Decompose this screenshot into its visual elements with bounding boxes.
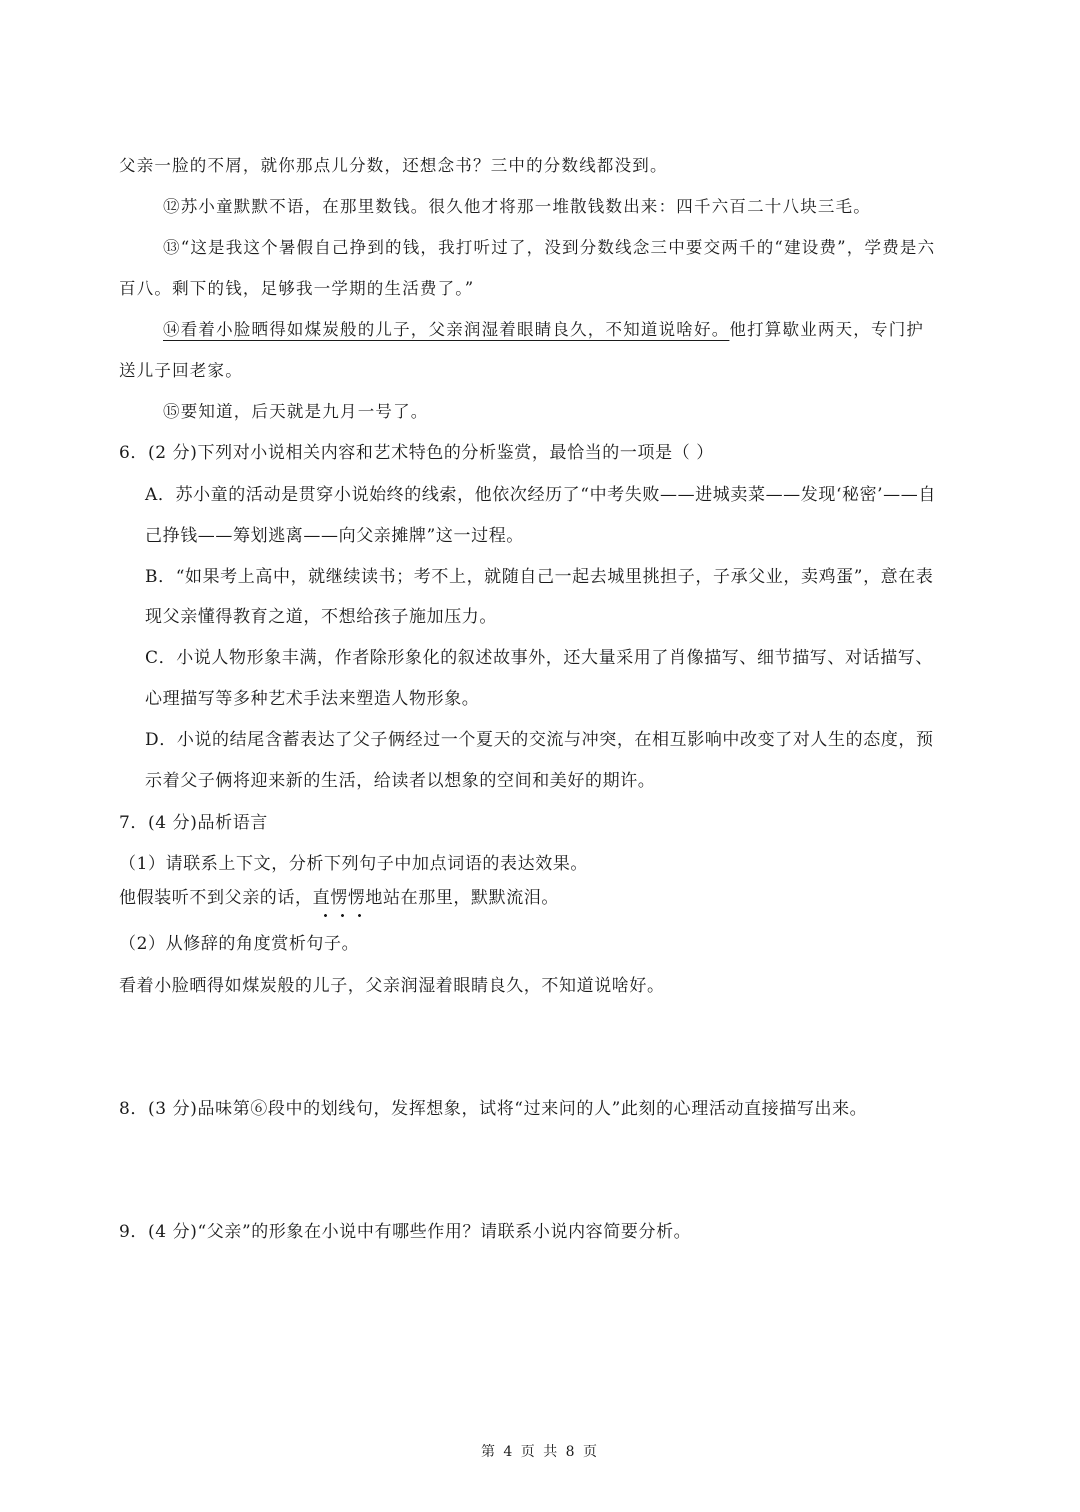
sub-question-2: （2）从修辞的角度赏析句子。 xyxy=(119,934,360,954)
option-b: B．“如果考上高中，就继续读书；考不上，就随自己一起去城里挑担子，子承父业，卖鸡蛋”，意在表 xyxy=(145,567,934,587)
option-a: A．苏小童的活动是贯穿小说始终的线索，他依次经历了“中考失败——进城卖菜——发现‘秘密’——自 xyxy=(145,485,936,505)
passage-paragraph-14 xyxy=(163,319,924,341)
option-a-cont: 己挣钱——筹划逃离——向父亲摊牌”这一过程。 xyxy=(145,526,524,546)
sentence-text: 他假装听不到父亲的话， xyxy=(119,888,313,908)
question-stem: 7．(4 分)品析语言 xyxy=(119,813,268,833)
passage-line: 送儿子回老家。 xyxy=(119,361,243,380)
passage-paragraph-15: ⑮要知道，后天就是九月一号了。 xyxy=(163,402,429,421)
option-d: D．小说的结尾含蓄表达了父子俩经过一个夏天的交流与冲突，在相互影响中改变了对人生的态度，预 xyxy=(145,730,934,750)
option-c-cont: 心理描写等多种艺术手法来塑造人物形象。 xyxy=(145,689,480,709)
passage-line: 百八。剩下的钱，足够我一学期的生活费了。” xyxy=(119,279,475,298)
passage-text: 他打算歇业两天，专门护 xyxy=(729,320,925,339)
question-stem: 6．(2 分)下列对小说相关内容和艺术特色的分析鉴赏，最恰当的一项是（ ） xyxy=(119,443,714,463)
question-8: 8．(3 分)品味第⑥段中的划线句，发挥想象，试将“过来问的人”此刻的心理活动直接描写出来。 xyxy=(119,1099,868,1119)
dotted-words: 直愣愣 xyxy=(312,888,366,908)
option-b-cont: 现父亲懂得教育之道，不想给孩子施加压力。 xyxy=(145,607,497,627)
passage-paragraph-12: ⑫苏小童默默不语，在那里数钱。很久他才将那一堆散钱数出来：四千六百二十八块三毛。 xyxy=(163,197,871,216)
question-9: 9．(4 分)“父亲”的形象在小说中有哪些作用？请联系小说内容简要分析。 xyxy=(119,1222,692,1242)
underlined-sentence: ⑭看着小脸晒得如煤炭般的儿子，父亲润湿着眼睛良久，不知道说啥好。 xyxy=(163,320,730,339)
sentence-text: 地站在那里，默默流泪。 xyxy=(365,888,560,908)
option-d-cont: 示着父子俩将迎来新的生活，给读者以想象的空间和美好的期许。 xyxy=(145,771,656,791)
quoted-sentence-2: 看着小脸晒得如煤炭般的儿子，父亲润湿着眼睛良久，不知道说啥好。 xyxy=(119,976,665,996)
passage-paragraph-13: ⑬“这是我这个暑假自己挣到的钱，我打听过了，没到分数线念三中要交两千的“建设费”，学费是六 xyxy=(163,238,936,257)
sub-question-1: （1）请联系上下文，分析下列句子中加点词语的表达效果。 xyxy=(119,854,589,874)
option-c: C．小说人物形象丰满，作者除形象化的叙述故事外，还大量采用了肖像描写、细节描写、对话描写、 xyxy=(145,648,934,668)
passage-line: 父亲一脸的不屑，就你那点儿分数，还想念书？三中的分数线都没到。 xyxy=(119,156,668,175)
page-footer: 第 4 页 共 8 页 xyxy=(480,1444,600,1460)
quoted-sentence-1 xyxy=(119,887,559,909)
